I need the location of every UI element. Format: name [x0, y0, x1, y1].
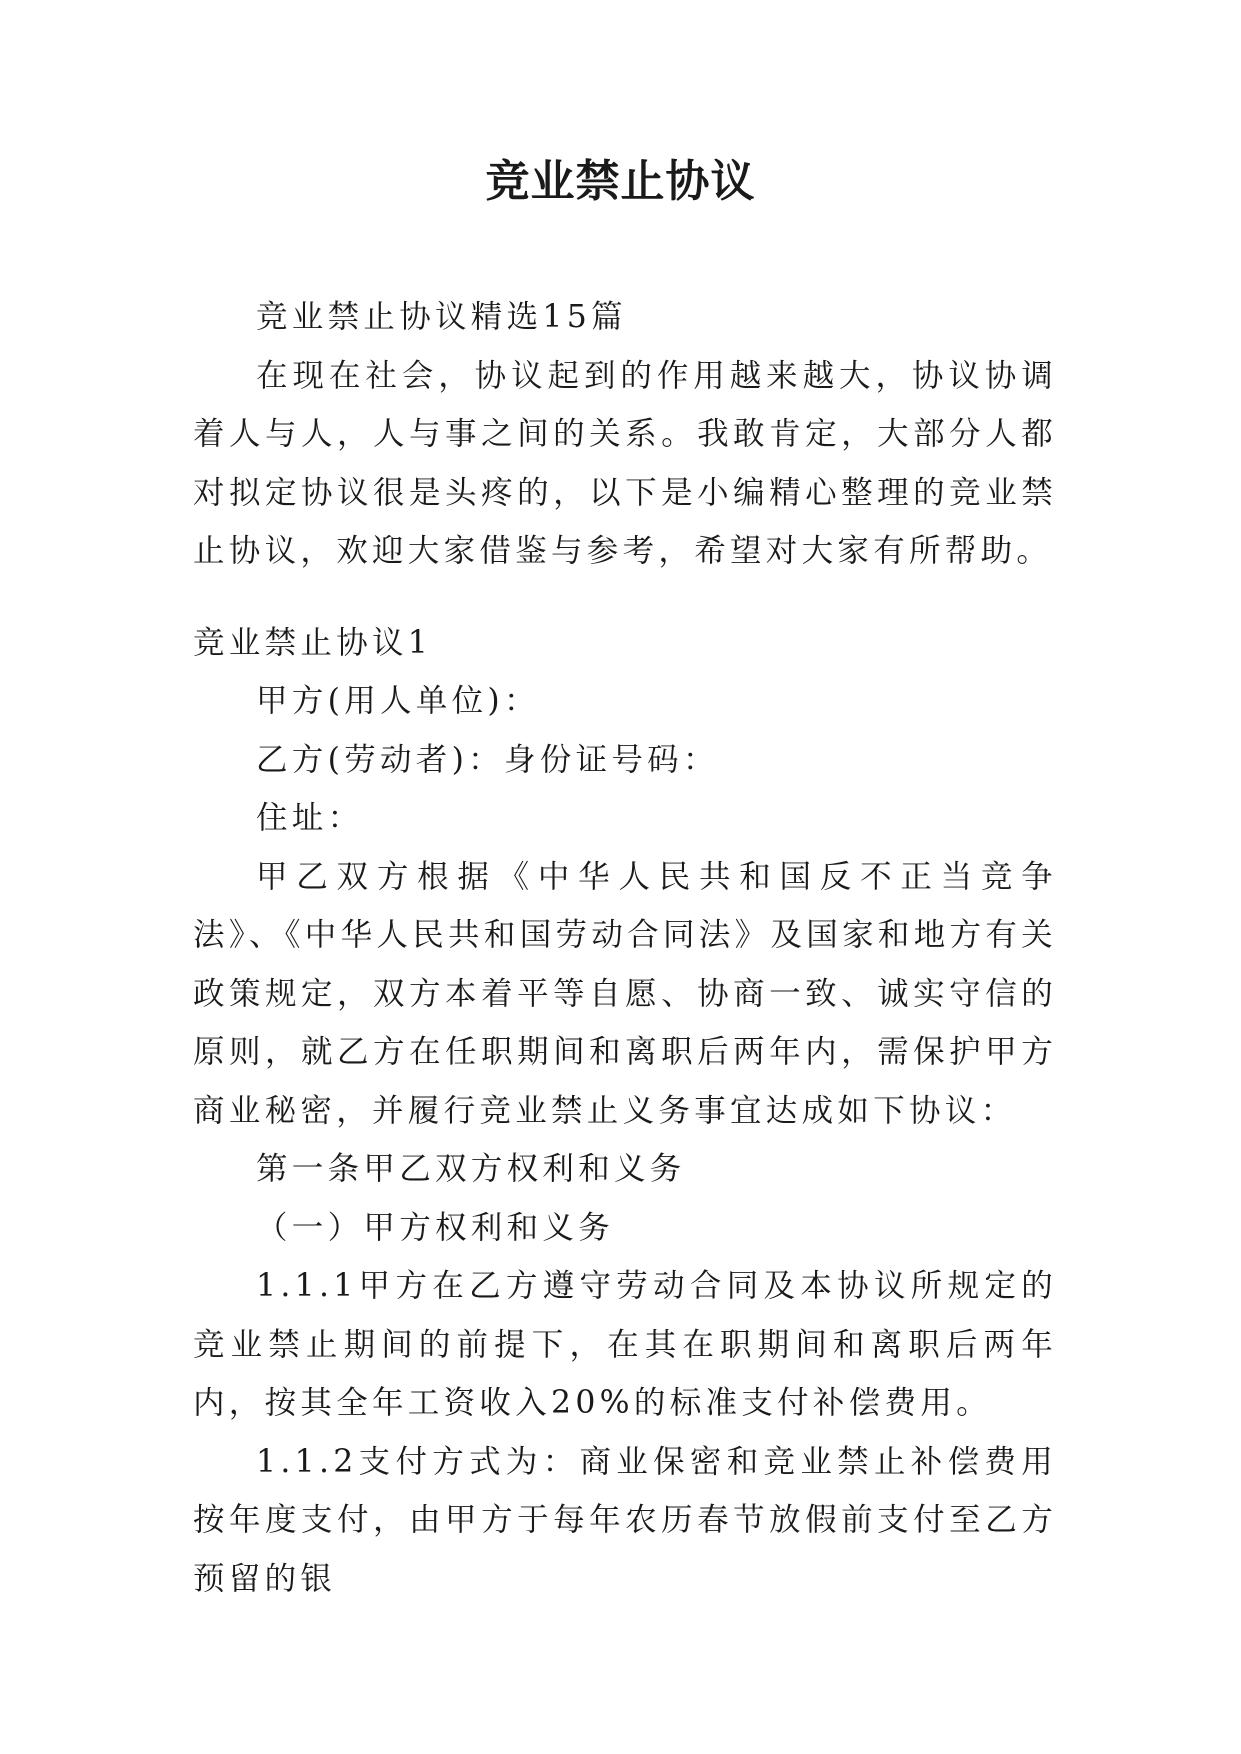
section-heading: 竞业禁止协议1 [193, 624, 433, 661]
intro-paragraph: 在现在社会，协议起到的作用越来越大，协议协调着人与人，人与事之间的关系。我敢肯定，大部分人都对拟定协议很是头疼的，以下是小编精心整理的竞业禁止协议，欢迎大家借鉴与参考，希望对大家有所帮助。 [193, 357, 1057, 569]
article-heading: 第一条甲乙双方权利和义务 [256, 1151, 686, 1187]
address-line: 住址： [256, 800, 364, 836]
clause-paragraph: 1.1.1甲方在乙方遵守劳动合同及本协议所规定的竞业禁止期间的前提下，在其在职期间和离职后两年内，按其全年工资收入20%的标准支付补偿费用。 [193, 1268, 1057, 1421]
party-b-line: 乙方(劳动者)：身份证号码： [256, 741, 719, 778]
item-heading: （一）甲方权利和义务 [256, 1209, 615, 1246]
subtitle-paragraph: 竞业禁止协议精选15篇 [256, 299, 627, 335]
document-title: 竞业禁止协议 [485, 156, 756, 207]
paragraph-gap [193, 581, 1057, 614]
party-a-line: 甲方(用人单位)： [256, 683, 540, 719]
preamble-paragraph: 甲乙双方根据《中华人民共和国反不正当竞争法》、《中华人民共和国劳动合同法》及国家和地方有关政策规定，双方本着平等自愿、协商一致、诚实守信的原则，就乙方在任职期间和离职后两年内，需保护甲方商业秘密，并履行竞业禁止义务事宜达成如下协议： [193, 858, 1057, 1129]
clause-paragraph: 1.1.2支付方式为：商业保密和竞业禁止补偿费用按年度支付，由甲方于每年农历春节放假前支付至乙方预留的银 [193, 1443, 1057, 1597]
document-body [193, 288, 1057, 1608]
